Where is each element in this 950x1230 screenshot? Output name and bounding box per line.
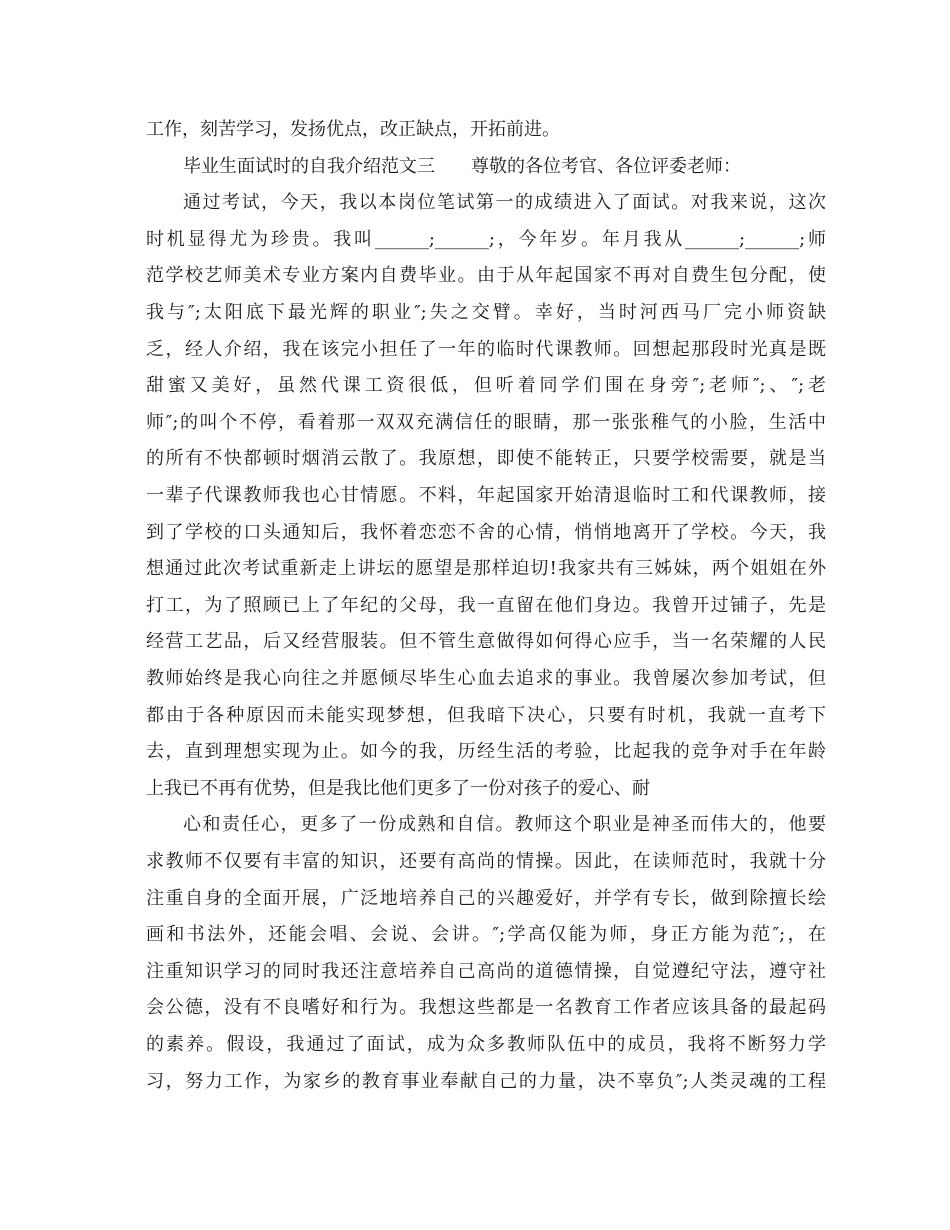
text-line: 求教师不仅要有丰富的知识，还要有高尚的情操。因此，在读师范时，我就十分: [146, 851, 826, 872]
text-line: 习，努力工作，为家乡的教育事业奉献自己的力量，决不辜负″;人类灵魂的工程: [146, 1070, 826, 1092]
text-line: 教师始终是我心向往之并愿倾尽毕生心血去追求的事业。我曾屡次参加考试，但: [146, 668, 826, 689]
text-line: 注重知识学习的同时我还注意培养自己高尚的道德情操，自觉遵纪守法，遵守社: [146, 960, 826, 982]
text-line: 都由于各种原因而未能实现梦想，但我暗下决心，只要有时机，我就一直考下: [146, 704, 826, 726]
text-line: 心和责任心，更多了一份成熟和自信。教师这个职业是神圣而伟大的，他要: [183, 814, 826, 836]
text-line: 工作，刻苦学习，发扬优点，改正缺点，开拓前进。: [146, 119, 560, 140]
text-line: 师″;的叫个不停，看着那一双双充满信任的眼睛，那一张张稚气的小脸，生活中: [146, 411, 826, 433]
text-line: 注重自身的全面开展，广泛地培养自己的兴趣爱好，并学有专长，做到除擅长绘: [146, 887, 826, 909]
text-line: 甜蜜又美好，虽然代课工资很低，但听着同学们围在身旁″;老师″;、″;老: [146, 375, 826, 397]
text-line: 经营工艺品，后又经营服装。但不管生意做得如何得心应手，当一名荣耀的人民: [146, 631, 826, 653]
text-line: 的素养。假设，我通过了面试，成为众多教师队伍中的成员，我将不断努力学: [146, 1034, 826, 1055]
text-line: 打工，为了照顾已上了年纪的父母，我一直留在他们身边。我曾开过铺子，先是: [146, 594, 826, 616]
text-line: 画和书法外，还能会唱、会说、会讲。″;学高仅能为师，身正方能为范″;，在: [146, 924, 826, 946]
text-line: 我与″;太阳底下最光辉的职业″;失之交臂。幸好，当时河西马厂完小师资缺: [146, 302, 826, 323]
text-line: 想通过此次考试重新走上讲坛的愿望是那样迫切!我家共有三姊妹，两个姐姐在外: [146, 558, 826, 580]
text-line: 到了学校的口头通知后，我怀着恋恋不舍的心情，悄悄地离开了学校。今天，我: [146, 521, 826, 543]
text-line: 时机显得尤为珍贵。我叫______;______;，今年岁。年月我从______;______;师: [146, 228, 826, 250]
text-line: 一辈子代课教师我也心甘情愿。不料，年起国家开始清退临时工和代课教师，接: [146, 485, 826, 506]
text-line: 的所有不快都顿时烟消云散了。我原想，即使不能转正，只要学校需要，就是当: [146, 448, 826, 470]
text-line: 乏，经人介绍，我在该完小担任了一年的临时代课教师。回想起那段时光真是既: [146, 338, 826, 360]
text-line: 会公德，没有不良嗜好和行为。我想这些都是一名教育工作者应该具备的最起码: [146, 997, 826, 1019]
text-line: 上我已不再有优势，但是我比他们更多了一份对孩子的爱心、耐: [146, 777, 650, 799]
text-line: 去，直到理想实现为止。如今的我，历经生活的考验，比起我的竞争对手在年龄: [146, 741, 826, 763]
text-line: 毕业生面试时的自我介绍范文三 尊敬的各位考官、各位评委老师：: [183, 155, 741, 177]
text-line: 通过考试，今天，我以本岗位笔试第一的成绩进入了面试。对我来说，这次: [183, 192, 826, 214]
text-line: 范学校艺师美术专业方案内自费毕业。由于从年起国家不再对自费生包分配，使: [146, 265, 826, 287]
